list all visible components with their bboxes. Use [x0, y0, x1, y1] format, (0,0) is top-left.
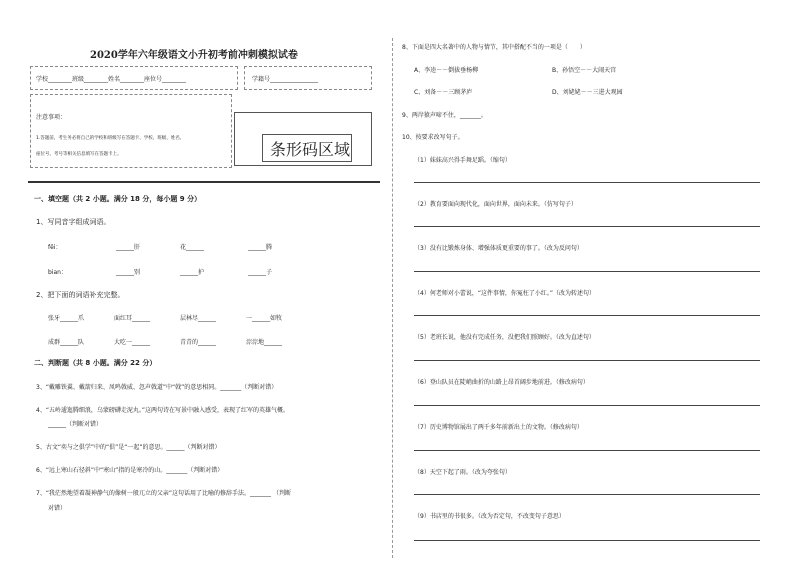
column-divider	[392, 38, 393, 558]
q6-text: 6、“远上寒山石径斜”中“寒山”指的是寒冷的山。_______（判断对错）	[36, 467, 224, 474]
q2-row2-item: 青青的______	[180, 339, 217, 346]
q2-row1-item: 一______如牧	[246, 315, 283, 322]
answer-line	[414, 360, 760, 361]
notes-body-2: 座位号、考号等相关信息填写在答题卡上。	[36, 152, 122, 157]
answer-line	[414, 494, 760, 495]
q9-text: 9、两岸猿声啼不住，_______。	[402, 112, 487, 119]
q2-row1-item: 张牙______爪	[48, 315, 85, 322]
section1-title: 一、填空题（共 2 小题。满分 18 分，每小题 9 分）	[34, 195, 202, 203]
q7-text-line1: 7、“我茫然地望着凝神静气的像树一般兀立的父亲”这句话用了比喻的修辞手法。_______ （判断	[36, 490, 291, 497]
answer-line	[414, 450, 760, 451]
q1-row2-item: bian：	[48, 269, 67, 276]
barcode-label: 条形码区域	[270, 140, 351, 159]
q10-subquestion: （1）妹妹高兴得手舞足蹈。（缩句）	[414, 157, 511, 164]
q2-text: 2、把下面的词语补充完整。	[36, 291, 125, 299]
q10-subquestion: （3）没有比锻炼身体、增强体质更重要的事了。（改为反问句）	[414, 245, 583, 252]
q8-option-b: B、孙悟空－－大闹天宫	[552, 67, 617, 74]
q10-subquestion: （2）教育要面向现代化，面向世界，面向未来。（仿写句子）	[414, 201, 577, 208]
section2-title: 二、判断题（共 8 小题。满分 22 分）	[34, 359, 157, 367]
answer-line	[414, 315, 760, 316]
q1-row1-item: 花______	[180, 244, 205, 251]
q2-row1-item: 层林尽______	[180, 315, 217, 322]
q10-subquestion: （7）历史博物馆展出了两千多年前新出土的文物。（修改病句）	[414, 424, 583, 431]
q10-subquestion: （5）老班长说，他没有完成任务，没把我们照顾好。（改为直述句）	[414, 334, 595, 341]
q1-row1-item: ______肝	[116, 244, 141, 251]
q1-row2-item: ______别	[116, 269, 141, 276]
q2-row1-item: 面红耳______	[114, 315, 151, 322]
answer-line	[414, 540, 760, 541]
q1-row2-item: ______护	[180, 269, 205, 276]
q4-text-line1: 4、“五岭逶迤腾细浪，乌蒙磅礴走泥丸。”这两句诗在写景中融入感受，表现了红军的英雄气概。	[36, 407, 290, 414]
q8-option-d: D、刘姥姥－－三进大观园	[552, 89, 623, 96]
notes-body-1: 1.答题前，考生务必将自己的学校和班级写在答题卡、学校、班级、姓名、	[36, 136, 185, 141]
q7-text-line2: 对错）	[48, 505, 67, 512]
q2-row2-item: 大吃一______	[114, 339, 151, 346]
q10-text: 10、按要求改写句子。	[402, 134, 464, 141]
q1-text: 1、写同音字组成词语。	[36, 218, 111, 226]
notes-title: 注意事项：	[36, 114, 67, 121]
q1-row1-item: fēi：	[48, 244, 62, 251]
q2-row2-item: 成群______队	[48, 339, 85, 346]
student-id-field: 学籍号________________	[252, 76, 319, 83]
q10-subquestion: （6）登山队员在陡峭曲折的山路上昂首阔步地前进。（修改病句）	[414, 379, 589, 386]
q8-option-a: A、李逵－－倒拔垂杨柳	[414, 67, 479, 74]
q10-subquestion: （9）书店里的书很多。（改为否定句，不改变句子意思）	[414, 513, 565, 520]
answer-line	[414, 226, 760, 227]
answer-line	[414, 182, 760, 183]
q2-row2-item: 淙淙地______	[246, 339, 283, 346]
q3-text: 3、“戴雕铁翼、戴箭归来、凤鸣戟威、忽声戟道”中“戟”的意思相同。_______（判断对错）	[36, 384, 278, 391]
q1-row1-item: ______腾	[248, 244, 273, 251]
header-separator	[28, 181, 380, 183]
q4-text-line2: ______（判断对错）	[48, 421, 103, 428]
student-fields: 学校________班级________姓名________座位号________	[36, 76, 187, 83]
q1-row2-item: ______子	[248, 269, 273, 276]
q8-option-c: C、刘备－－三顾茅庐	[414, 89, 473, 96]
page-title: 2020学年六年级语文小升初考前冲刺模拟试卷	[90, 50, 298, 61]
q8-text: 8、下面是四大名著中的人物与情节，其中搭配不当的一项是（ ）	[402, 44, 586, 51]
answer-line	[414, 271, 760, 272]
q10-subquestion: （4）何老师对小蕾说，“这件事情，你冤枉了小红。”（改为转述句）	[414, 290, 596, 297]
answer-line	[414, 405, 760, 406]
q10-subquestion: （8）天空下起了雨。（改为夸张句）	[414, 469, 511, 476]
q5-text: 5、古文“奕与之俱学”中的“俱”是“一起”的意思。______（判断对错）	[36, 444, 221, 451]
